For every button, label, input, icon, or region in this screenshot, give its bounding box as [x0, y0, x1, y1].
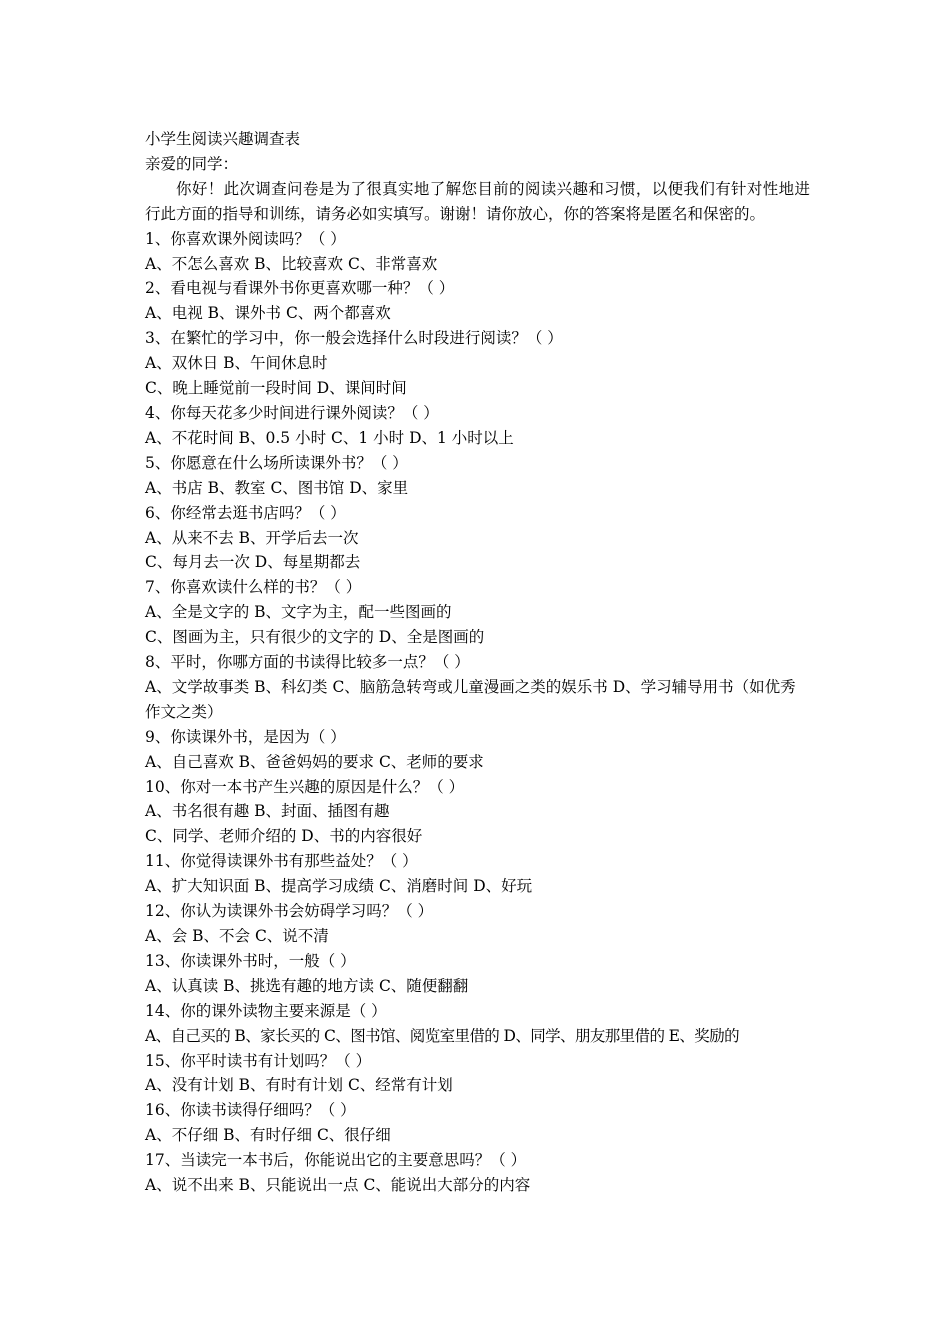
question-15: 15、你平时读书有计划吗？（ ）: [145, 1051, 372, 1070]
document-title: 小学生阅读兴趣调查表: [145, 130, 301, 148]
options-8: A、文学故事类 B、科幻类 C、脑筋急转弯或儿童漫画之类的娱乐书 D、学习辅导用书（如优秀作文之类）: [145, 677, 796, 721]
options-6-line-2: C、每月去一次 D、每星期都去: [145, 553, 361, 572]
options-6-line-1: A、从来不去 B、开学后去一次: [145, 528, 359, 547]
options-14: A、自己买的 B、家长买的 C、图书馆、阅览室里借的 D、同学、朋友那里借的 E、奖励的: [145, 1026, 739, 1045]
options-2: A、电视 B、课外书 C、两个都喜欢: [145, 304, 391, 323]
question-14: 14、你的课外读物主要来源是（ ）: [145, 1001, 387, 1020]
question-11: 11、你觉得读课外书有那些益处？（ ）: [145, 852, 418, 871]
options-3-line-1: A、双休日 B、午间休息时: [145, 354, 328, 373]
question-5: 5、你愿意在什么场所读课外书？（ ）: [145, 453, 408, 472]
question-7: 7、你喜欢读什么样的书？（ ）: [145, 578, 362, 597]
question-12: 12、你认为读课外书会妨碍学习吗？（ ）: [145, 902, 434, 921]
question-4: 4、你每天花多少时间进行课外阅读？（ ）: [145, 403, 439, 422]
options-13: A、认真读 B、挑选有趣的地方读 C、随便翻翻: [145, 976, 469, 995]
question-1: 1、你喜欢课外阅读吗？（ ）: [145, 229, 346, 248]
options-7-line-2: C、图画为主，只有很少的文字的 D、全是图画的: [145, 628, 485, 647]
question-3: 3、在繁忙的学习中，你一般会选择什么时段进行阅读？（ ）: [145, 329, 563, 348]
question-16: 16、你读书读得仔细吗？（ ）: [145, 1101, 356, 1120]
question-17: 17、当读完一本书后，你能说出它的主要意思吗？（ ）: [145, 1151, 527, 1170]
question-10: 10、你对一本书产生兴趣的原因是什么？（ ）: [145, 777, 465, 796]
options-17: A、说不出来 B、只能说出一点 C、能说出大部分的内容: [145, 1176, 531, 1195]
options-4: A、不花时间 B、0.5 小时 C、1 小时 D、1 小时以上: [145, 428, 514, 447]
options-15: A、没有计划 B、有时有计划 C、经常有计划: [145, 1076, 453, 1095]
intro-paragraph: 你好！此次调查问卷是为了很真实地了解您目前的阅读兴趣和习惯，以便我们有针对性地进行此方面的指导和训练，请务必如实填写。谢谢！请你放心，你的答案将是匿名和保密的。: [145, 179, 810, 223]
question-9: 9、你读课外书，是因为（ ）: [145, 727, 346, 746]
options-12: A、会 B、不会 C、说不清: [145, 927, 329, 945]
options-7-line-1: A、全是文字的 B、文字为主，配一些图画的: [145, 603, 452, 622]
question-8: 8、平时，你哪方面的书读得比较多一点？（ ）: [145, 653, 470, 672]
question-2: 2、看电视与看课外书你更喜欢哪一种？（ ）: [145, 279, 455, 298]
options-3-line-2: C、晚上睡觉前一段时间 D、课间时间: [145, 379, 407, 398]
options-5: A、书店 B、教室 C、图书馆 D、家里: [145, 478, 409, 497]
options-9: A、自己喜欢 B、爸爸妈妈的要求 C、老师的要求: [145, 752, 484, 771]
greeting: 亲爱的同学：: [145, 154, 239, 173]
survey-document: [145, 127, 810, 1198]
options-1: A、不怎么喜欢 B、比较喜欢 C、非常喜欢: [145, 254, 438, 273]
options-10-line-1: A、书名很有趣 B、封面、插图有趣: [145, 802, 390, 821]
options-10-line-2: C、同学、老师介绍的 D、书的内容很好: [145, 827, 423, 846]
options-16: A、不仔细 B、有时仔细 C、很仔细: [145, 1126, 391, 1145]
options-11: A、扩大知识面 B、提高学习成绩 C、消磨时间 D、好玩: [145, 877, 533, 896]
question-13: 13、你读课外书时，一般（ ）: [145, 951, 356, 970]
question-6: 6、你经常去逛书店吗？（ ）: [145, 503, 346, 522]
